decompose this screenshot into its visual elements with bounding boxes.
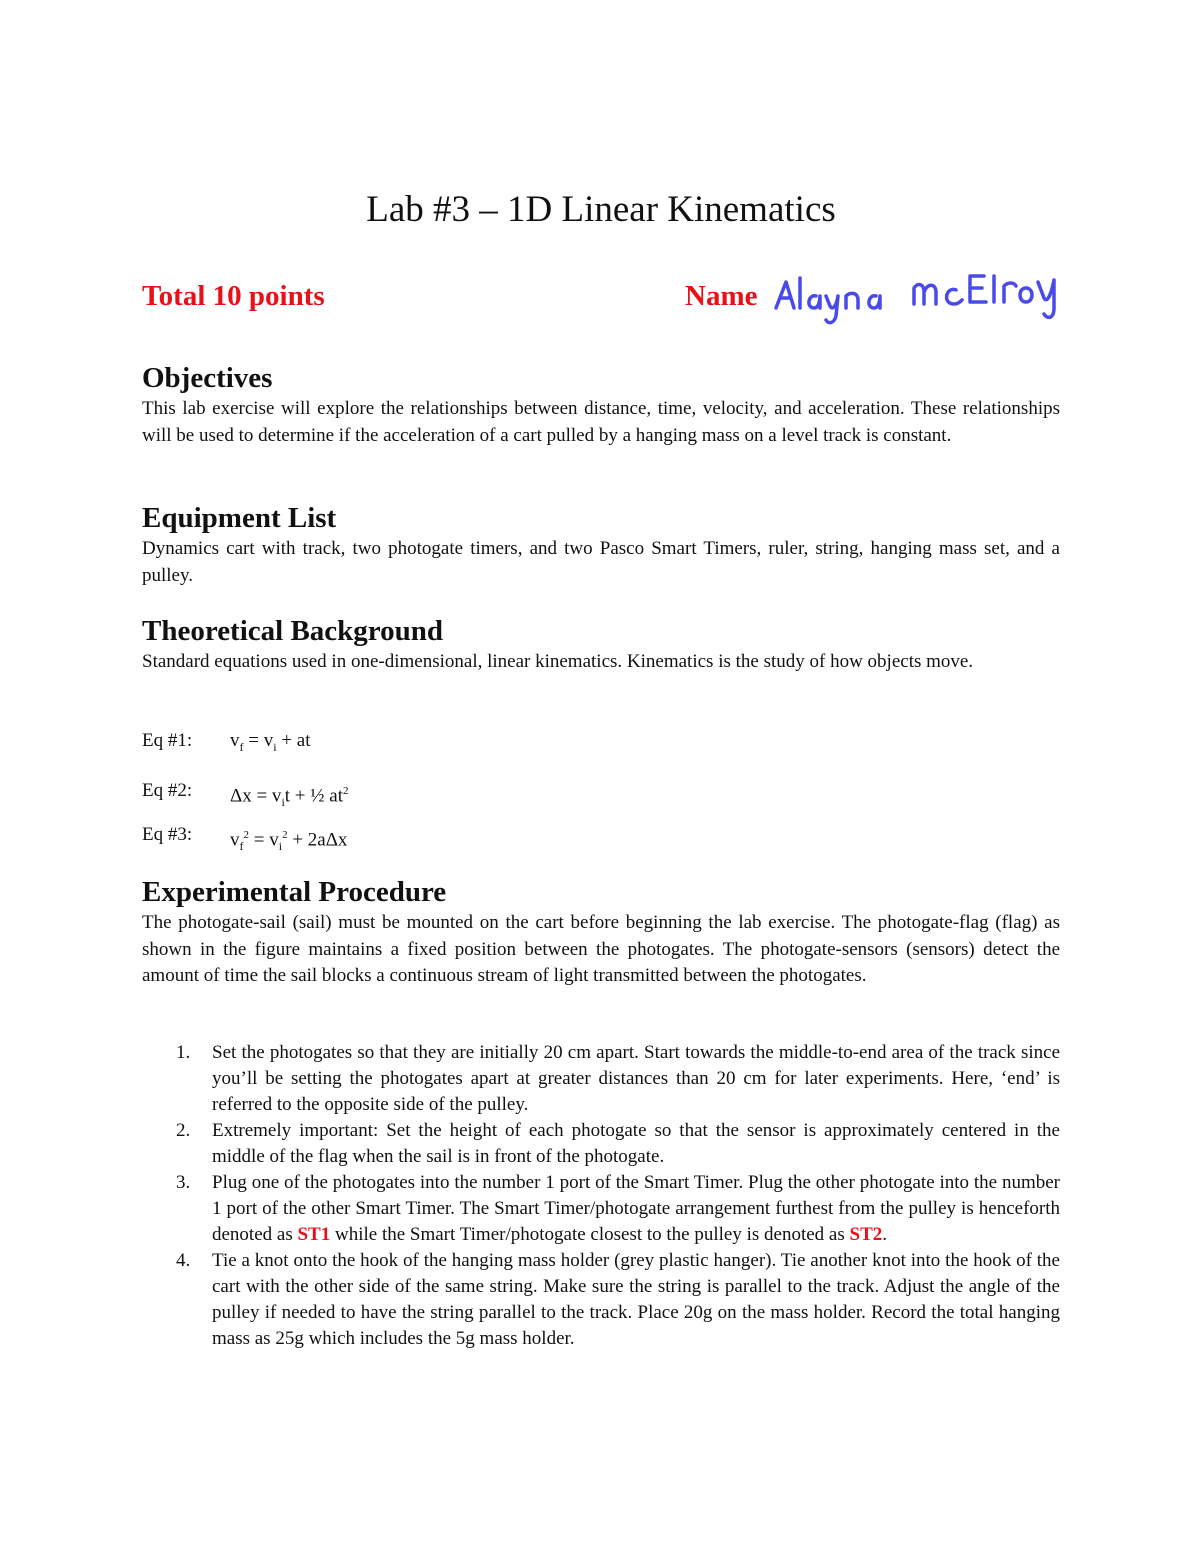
st2-label: ST2: [849, 1224, 883, 1245]
equation-expression: $v_f^2 = v_i^2 + 2a\Delta x$: [230, 829, 348, 854]
equipment-heading: Equipment List: [142, 502, 337, 534]
list-item: [142, 1170, 1060, 1248]
st1-label: ST1: [297, 1224, 331, 1245]
equipment-body: Dynamics cart with track, two photogate timers, and two Pasco Smart Timers, ruler, string, hanging mass set, and a pulley.: [142, 538, 1060, 586]
equation-label: Eq #3:: [142, 824, 193, 845]
equation-label: Eq #2:: [142, 780, 193, 801]
points-name-row: [142, 276, 1060, 326]
step-text: Set the photogates so that they are initially 20 cm apart. Start towards the middle-to-end area of the track since you’ll be setting the photogates apart at greater distances than 20 cm for later experiments. Here, ‘end’ is referred to the opposite side of the pulley.: [212, 1042, 1060, 1115]
procedure-steps: [142, 1040, 1060, 1352]
list-item: [142, 1118, 1060, 1170]
step-number: 3.: [176, 1172, 191, 1193]
equation-label: Eq #1:: [142, 730, 193, 751]
step-number: 2.: [176, 1120, 191, 1141]
objectives-body: This lab exercise will explore the relationships between distance, time, velocity, and acceleration. These relationships will be used to determine if the acceleration of a cart pulled by a hanging mass on a level track is constant.: [142, 398, 1060, 446]
step-number: 1.: [176, 1042, 191, 1063]
equation-expression: $\Delta x = v_it$ + ½ $at^2$: [230, 785, 349, 810]
handwritten-signature: [772, 268, 1062, 328]
list-item: [142, 1040, 1060, 1118]
document-title: Lab #3 – 1D Linear Kinematics: [366, 189, 836, 230]
equation-expression: $v_f = v_i$ + at: [230, 730, 311, 754]
step-text: Tie a knot onto the hook of the hanging mass holder (grey plastic hanger). Tie another knot into the hook of the cart with the other side of the same string. Make sure the string is parallel to the track. Adjust the angle of the pulley if needed to have the string parallel to the track. Place 20g on the mass holder. Record the total hanging mass as 25g which includes the 5g mass holder.: [212, 1250, 1060, 1349]
step-text: Extremely important: Set the height of each photogate so that the sensor is approximately centered in the middle of the flag when the sail is in front of the photogate.: [212, 1120, 1060, 1167]
step-number: 4.: [176, 1250, 191, 1271]
theory-heading: Theoretical Background: [142, 615, 444, 647]
list-item: [142, 1248, 1060, 1352]
total-points: Total 10 points: [142, 280, 325, 312]
name-label: Name: [685, 280, 758, 312]
step-text: Plug one of the photogates into the number 1 port of the Smart Timer. Plug the other photogate into the number 1 port of the other Smart Timer. The Smart Timer/photogate arrangement furthest from the pulley is henceforth denoted as ST1 while the Smart Timer/photogate closest to the pulley is denoted as ST2.: [212, 1172, 1060, 1245]
procedure-heading: Experimental Procedure: [142, 876, 447, 908]
procedure-body: The photogate-sail (sail) must be mounted on the cart before beginning the lab exercise. The photogate-flag (flag) as shown in the figure maintains a fixed position between the photogates. The photogate-sensors (sensors) detect the amount of time the sail blocks a continuous stream of light transmitted between the photogates.: [142, 912, 1060, 986]
objectives-heading: Objectives: [142, 362, 273, 394]
theory-body: Standard equations used in one-dimensional, linear kinematics. Kinematics is the study of how objects move.: [142, 651, 974, 672]
